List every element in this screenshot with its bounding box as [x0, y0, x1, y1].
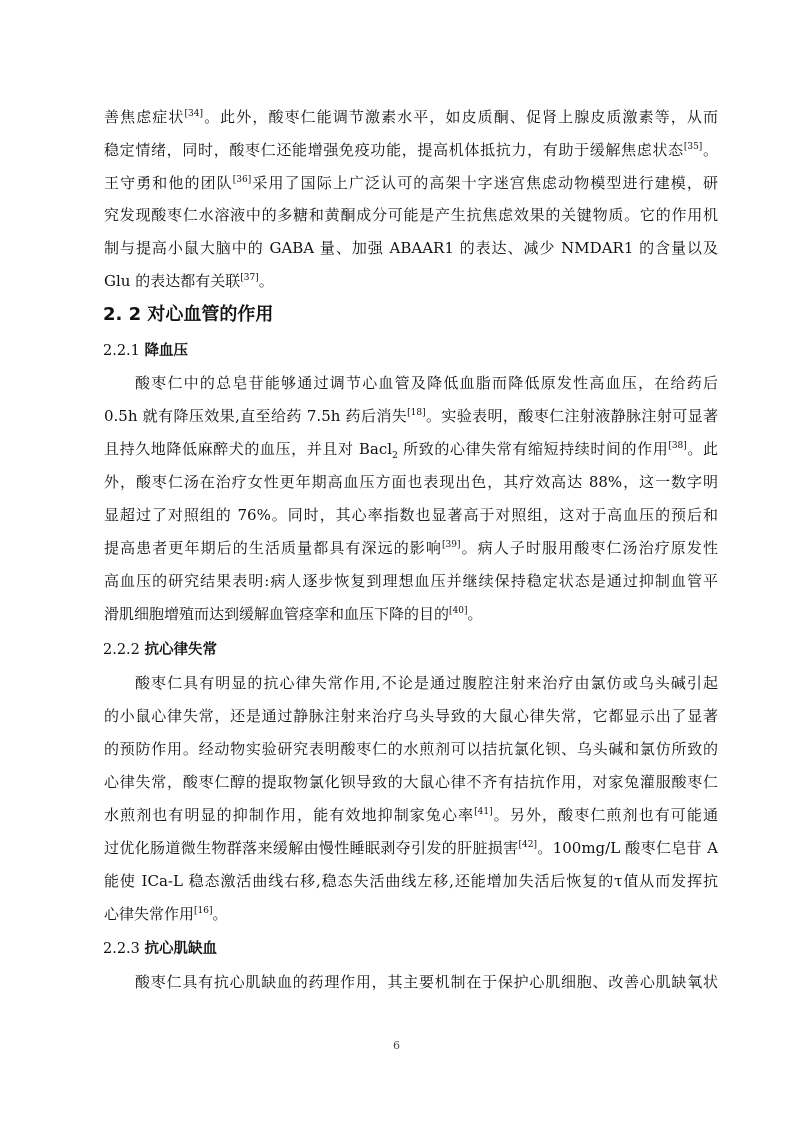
citation: [39] [441, 540, 461, 550]
body-line: 酸枣仁具有抗心肌缺血的药理作用，其主要机制在于保护心肌细胞、改善心肌缺氧状 [135, 973, 718, 991]
subsection-heading [103, 639, 217, 661]
body-line [104, 270, 718, 292]
text-run: 善焦虑症状 [104, 108, 185, 126]
subsection-number: 2.2.1 [103, 343, 140, 359]
text-run: 稳定情绪，同时，酸枣仁还能增强免疫功能，提高机体抵抗力，有助于缓解焦虑状态 [104, 141, 684, 159]
body-line: 制与提高小鼠大脑中的 GABA 量、加强 ABAAR1 的表达、减少 NMDAR1 的含量以及 [104, 239, 718, 257]
body-line: 高血压的研究结果表明:病人逐步恢复到理想血压并继续保持稳定状态是通过抑制血管平 [104, 572, 718, 590]
body-line [104, 804, 718, 826]
text-run: 。病人子时服用酸枣仁汤治疗原发性 [460, 539, 718, 557]
body-line [104, 837, 718, 859]
subsection-heading [103, 938, 217, 960]
body-line: 酸枣仁中的总皂苷能够通过调节心血管及降低血脂而降低原发性高血压，在给药后 [135, 374, 718, 392]
text-run: 采用了国际上广泛认可的高架十字迷宫焦虑动物模型进行建模，研 [251, 174, 718, 192]
text-run: 滑肌细胞增殖而达到缓解血管痉挛和血压下降的目的 [104, 605, 450, 623]
text-run: 。此 [686, 440, 718, 458]
subsection-number: 2.2.2 [103, 642, 140, 658]
body-line [104, 603, 718, 625]
citation: [42] [518, 840, 537, 850]
text-run: 。此外，酸枣仁能调节激素水平，如皮质酮、促肾上腺皮质激素等，从而 [202, 108, 718, 126]
citation: [41] [474, 807, 493, 817]
text-run: 心律失常作用 [104, 905, 195, 923]
body-line [104, 903, 718, 925]
citation: [18] [407, 408, 426, 418]
body-line: 能使 ICa-L 稳态激活曲线右移,稳态失活曲线左移,还能增加失活后恢复的τ值从而发挥抗 [104, 872, 718, 890]
text-run: 0.5h 就有降压效果,直至给药 7.5h 药后消失 [104, 407, 408, 425]
text-run: Glu 的表达都有关联 [104, 272, 241, 290]
body-line [104, 106, 718, 128]
text-run: 。 [467, 605, 483, 623]
body-line [104, 172, 718, 194]
citation: [38] [668, 441, 687, 451]
body-line: 显超过了对照组的 76%。同时，其心率指数也显著高于对照组，这对于高血压的预后和 [104, 506, 718, 524]
text-run: 提高患者更年期后的生活质量都具有深远的影响 [104, 539, 442, 557]
text-run: 王守勇和他的团队 [104, 174, 233, 192]
text-run: 。 [702, 141, 718, 159]
citation: [37] [240, 273, 259, 283]
text-run: 。实验表明，酸枣仁注射液静脉注射可显著 [425, 407, 718, 425]
subsection-heading [103, 340, 188, 362]
body-line: 外，酸枣仁汤在治疗女性更年期高血压方面也表现出色，其疗效高达 88%，这一数字明 [104, 473, 718, 491]
body-line: 酸枣仁具有明显的抗心律失常作用,不论是通过腹腔注射来治疗由氯仿或乌头碱引起 [135, 674, 718, 692]
subsection-title: 抗心肌缺血 [144, 941, 218, 957]
body-line: 的预防作用。经动物实验研究表明酸枣仁的水煎剂可以拮抗氯化钡、乌头碱和氯仿所致的 [104, 740, 718, 758]
body-line [104, 438, 718, 460]
text-run: 。 [258, 272, 274, 290]
body-line [104, 537, 718, 559]
citation: [34] [184, 109, 203, 119]
text-run: 。100mg/L 酸枣仁皂苷 A [536, 839, 718, 857]
subscript: 2 [392, 451, 398, 460]
body-line [104, 139, 718, 161]
citation: [40] [449, 606, 468, 616]
body-line: 究发现酸枣仁水溶液中的多糖和黄酮成分可能是产生抗焦虑效果的关键物质。它的作用机 [104, 206, 718, 224]
body-line: 心律失常，酸枣仁醇的提取物氯化钡导致的大鼠心律不齐有拮抗作用，对家兔灌服酸枣仁 [104, 773, 718, 791]
text-run: 。另外，酸枣仁煎剂也有可能通 [492, 806, 718, 824]
citation: [36] [232, 175, 252, 185]
section-heading: 2. 2 对心血管的作用 [103, 304, 274, 325]
text-run: 。 [212, 905, 228, 923]
citation: [35] [683, 142, 703, 152]
text-run: 水煎剂也有明显的抑制作用，能有效地抑制家兔心率 [104, 806, 475, 824]
citation: [16] [194, 906, 213, 916]
body-line: 的小鼠心律失常，还是通过静脉注射来治疗乌头导致的大鼠心律失常，它都显示出了显著 [104, 707, 718, 725]
body-line [104, 405, 718, 427]
subsection-title: 降血压 [144, 343, 189, 359]
text-run: 且持久地降低麻醉犬的血压，并且对 Bacl [104, 440, 393, 458]
page-number: 6 [393, 1039, 400, 1052]
subsection-title: 抗心律失常 [144, 642, 218, 658]
text-run: 过优化肠道微生物群落来缓解由慢性睡眠剥夺引发的肝脏损害 [104, 839, 519, 857]
subsection-number: 2.2.3 [103, 941, 140, 957]
text-run: 所致的心律失常有缩短持续时间的作用 [397, 440, 669, 458]
